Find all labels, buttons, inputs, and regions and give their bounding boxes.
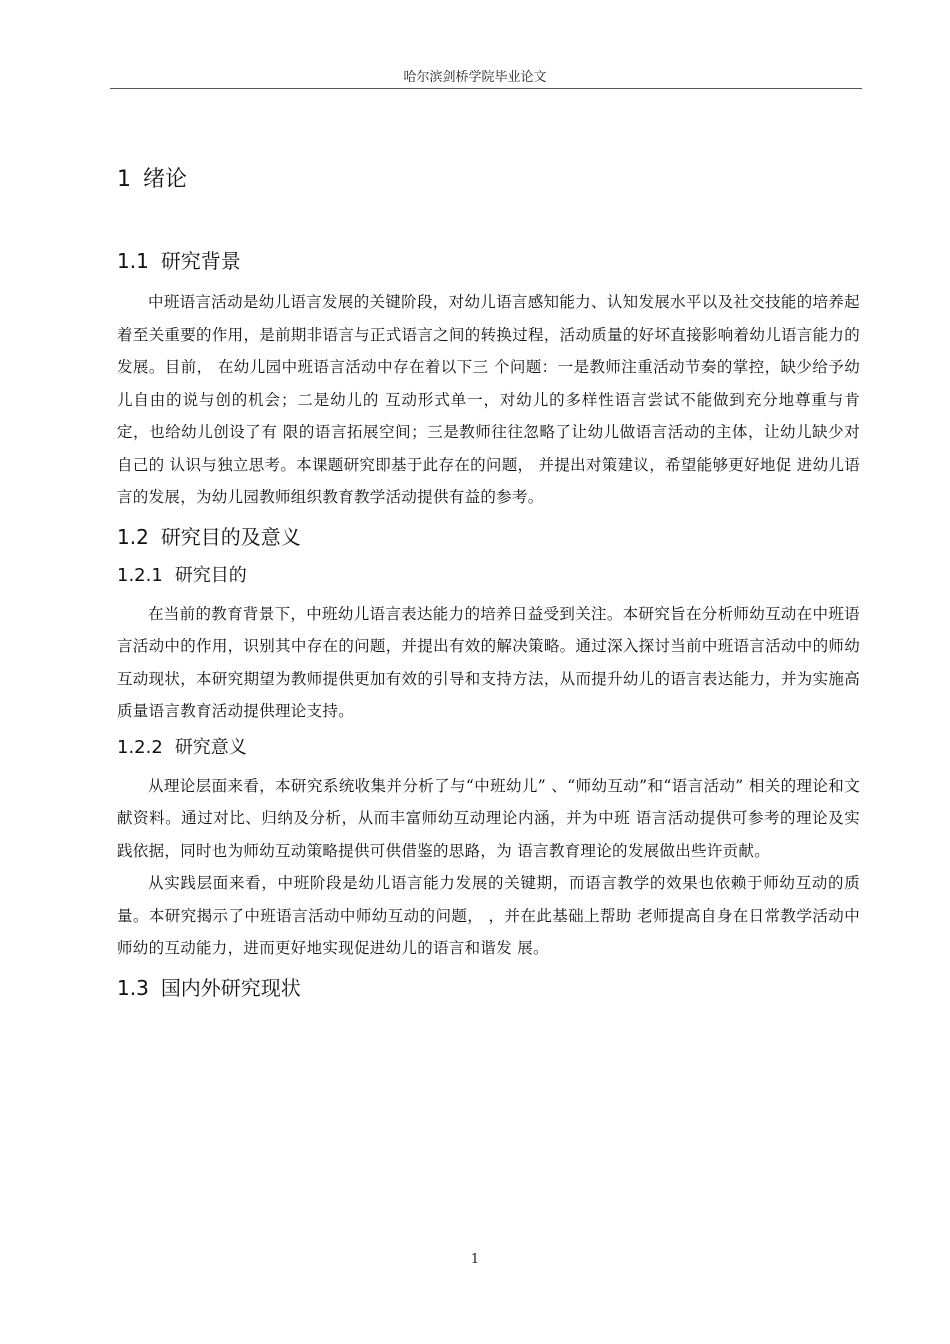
subsection-title: 研究目的 (174, 564, 247, 586)
subsection-number: 1.2.1 (117, 564, 163, 586)
section-number: 1.2 (117, 524, 149, 549)
page-number: 1 (470, 1252, 480, 1267)
running-header: 哈尔滨剑桥学院毕业论文 (403, 70, 547, 85)
page-content (117, 160, 860, 1005)
subsection-number: 1.2.2 (117, 736, 163, 758)
section-number: 1.1 (117, 249, 149, 273)
section-heading-1-3 (117, 971, 860, 1005)
significance-paragraph-practice: 从实践层面来看，中班阶段是幼儿语言能力发展的关键期，而语言教学的效果也依赖于师幼互动的质量。本研究揭示了中班语言活动中师幼互动的问题， ，并在此基础上帮助 老师提高自身在日常教学活动中师幼的互动能力，进而更好地实现促进幼儿的语言和谐发 展。 (117, 874, 860, 957)
section-heading-1-1 (117, 244, 860, 278)
subsection-heading-1-2-1 (117, 560, 860, 592)
chapter-title: 绪论 (143, 167, 188, 192)
chapter-number: 1 (117, 167, 131, 192)
subsection-heading-1-2-2 (117, 732, 860, 764)
section-number: 1.3 (117, 975, 149, 1000)
header-rule (110, 88, 862, 89)
purpose-paragraph: 在当前的教育背景下，中班幼儿语言表达能力的培养日益受到关注。本研究旨在分析师幼互动在中班语言活动中的作用，识别其中存在的问题，并提出有效的解决策略。通过深入探讨当前中班语言活动中的师幼互动现状，本研究期望为教师提供更加有效的引导和支持方法，从而提升幼儿的语言表达能力，并为实施高质量语言教育活动提供理论支持。 (117, 604, 860, 720)
subsection-title: 研究意义 (174, 736, 247, 758)
section-title: 国内外研究现状 (160, 975, 301, 1000)
section-heading-1-2 (117, 520, 860, 554)
section-title: 研究背景 (160, 249, 241, 273)
background-paragraph: 中班语言活动是幼儿语言发展的关键阶段，对幼儿语言感知能力、认知发展水平以及社交技能的培养起着至关重要的作用，是前期非语言与正式语言之间的转换过程，活动质量的好坏直接影响着幼儿语言能力的发展。目前， 在幼儿园中班语言活动中存在着以下三 个问题：一是教师注重活动节奏的掌控，缺少给予幼儿自由的说与创的机会；二是幼儿的 互动形式单一，对幼儿的多样性语言尝试不能做到充分地尊重与肯定，也给幼儿创设了有 限的语言拓展空间；三是教师往往忽略了让幼儿做语言活动的主体，让幼儿缺少对自己的 认识与独立思考。本课题研究即基于此存在的问题， 并提出对策建议，希望能够更好地促 进幼儿语言的发展，为幼儿园教师组织教育教学活动提供有益的参考。 (117, 293, 860, 506)
significance-paragraph-theory: 从理论层面来看，本研究系统收集并分析了与“中班幼儿” 、“师幼互动”和“语言活动” 相关的理论和文献资料。通过对比、归纳及分析，从而丰富师幼互动理论内涵，并为中班 语言活动提供可参考的理论及实践依据，同时也为师幼互动策略提供可供借鉴的思路，为 语言教育理论的发展做出些许贡献。 (117, 776, 860, 860)
section-title: 研究目的及意义 (160, 524, 301, 549)
chapter-heading (117, 160, 860, 200)
